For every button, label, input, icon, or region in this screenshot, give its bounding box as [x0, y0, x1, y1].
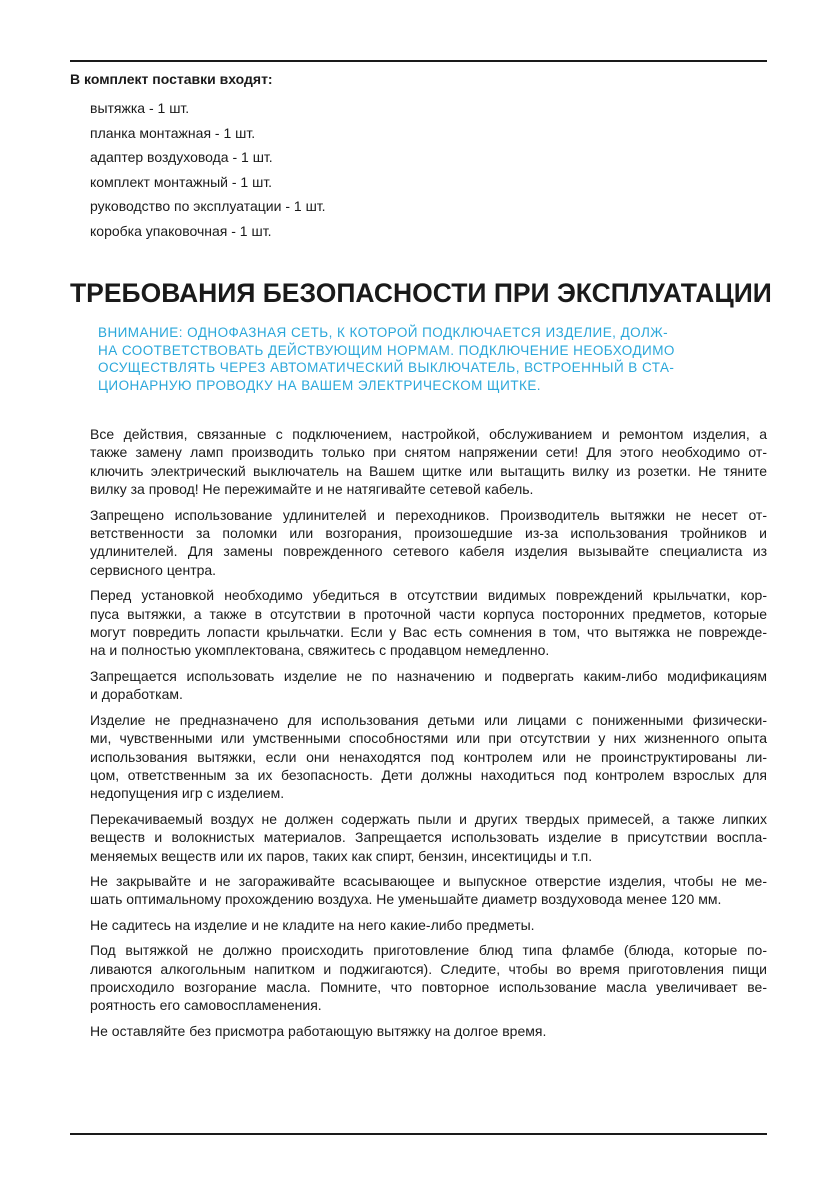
paragraph-line: Не садитесь на изделие и не кладите на него какие-либо предметы. [90, 916, 535, 933]
paragraph-line: использования вытяжки, если они ненаходятся под контролем или не проинструктированы ли- [90, 748, 767, 765]
warning-line: НА СООТВЕТСТВОВАТЬ ДЕЙСТВУЮЩИМ НОРМАМ. ПОДКЛЮЧЕНИЕ НЕОБХОДИМО [98, 342, 675, 358]
paragraph-line: Изделие не предназначено для использования детьми или лицами с пониженными физически- [90, 711, 767, 728]
safety-paragraph [90, 506, 767, 580]
paragraph-line: Запрещено использование удлинителей и переходников. Производитель вытяжки не несет от- [90, 506, 767, 523]
paragraph-line: Все действия, связанные с подключением, настройкой, обслуживанием и ремонтом изделия, а [90, 426, 767, 442]
paragraph-line: ми, чувственными или умственными способностями или при отсутствии у них жизненного опыта [90, 730, 767, 747]
paragraph-line: Не закрывайте и не загораживайте всасывающее и выпускное отверстие изделия, чтобы не ме- [90, 872, 767, 889]
paragraph-line: пуса вытяжки, а также в отсутствии в проточной части корпуса посторонних предметов, которые [90, 605, 767, 622]
paragraph-line: шать оптимальному прохождению воздуха. Не уменьшайте диаметр воздуховода менее 120 мм. [90, 891, 722, 908]
kit-item: руководство по эксплуатации - 1 шт. [90, 198, 326, 214]
safety-paragraph [90, 916, 767, 934]
warning-line: ОСУЩЕСТВЛЯТЬ ЧЕРЕЗ АВТОМАТИЧЕСКИЙ ВЫКЛЮЧАТЕЛЬ, ВСТРОЕННЫЙ В СТА- [98, 360, 675, 375]
paragraph-line: Под вытяжкой не должно происходить приготовление блюд типа фламбе (блюда, которые по- [90, 942, 767, 959]
paragraph-line: Перед установкой необходимо убедиться в отсутствии видимых повреждений крыльчатки, кор- [90, 587, 767, 604]
kit-item: коробка упаковочная - 1 шт. [90, 222, 272, 239]
paragraph-line: меняемых веществ или их паров, таких как спирт, бензин, инсектициды и т.п. [90, 847, 593, 864]
kit-heading: В комплект поставки входят: [70, 71, 273, 87]
paragraph-line: Запрещается использовать изделие не по назначению и подвергать каким-либо модификациям [90, 667, 767, 684]
paragraph-line: ключить электрический выключатель на Вашем щитке или вытащить вилку из розетки. Не тяните [90, 462, 767, 479]
paragraph-line: роятность его самовоспламенения. [90, 997, 322, 1014]
paragraph-line: происходило возгорание масла. Помните, что повторное использование масла увеличивает ве- [90, 978, 767, 995]
kit-item: адаптер воздуховода - 1 шт. [90, 149, 273, 165]
safety-paragraph [90, 667, 767, 704]
paragraph-line: ветственности за поломки или возгорания, произошедшие из-за использования тройников и [90, 525, 767, 542]
bottom-rule [70, 1133, 767, 1135]
paragraph-line: недопущения игр с изделием. [90, 785, 285, 802]
paragraph-line: Перекачиваемый воздух не должен содержать пыли и других твердых примесей, а также липких [90, 810, 767, 827]
paragraph-line: могут повредить лопасти крыльчатки. Если у Вас есть сомнения в том, что вытяжка не поврежде- [90, 624, 767, 641]
safety-paragraph [90, 810, 767, 865]
paragraph-line: веществ и волокнистых материалов. Запрещается использовать изделие в присутствии воспла- [90, 829, 767, 846]
paragraph-line: ливаются алкогольным напитком и поджигаются). Следите, чтобы во время приготовления пищи [90, 960, 767, 977]
safety-paragraph [90, 1022, 767, 1040]
kit-item: планка монтажная - 1 шт. [90, 124, 256, 141]
safety-text [90, 425, 767, 1047]
paragraph-line: вилку за провод! Не пережимайте и не натягивайте сетевой кабель. [90, 481, 534, 498]
safety-paragraph [90, 872, 767, 909]
paragraph-line: на и полностью укомплектована, свяжитесь с продавцом немедленно. [90, 642, 550, 659]
paragraph-line: Не оставляйте без присмотра работающую вытяжку на долгое время. [90, 1022, 547, 1039]
safety-paragraph [90, 425, 767, 499]
kit-item: комплект монтажный - 1 шт. [90, 173, 273, 190]
top-rule [70, 60, 767, 62]
warning-notice [98, 324, 758, 394]
safety-paragraph [90, 941, 767, 1015]
paragraph-line: сервисного центра. [90, 561, 217, 578]
paragraph-line: и доработкам. [90, 686, 183, 703]
safety-paragraph [90, 711, 767, 803]
section-title: ТРЕБОВАНИЯ БЕЗОПАСНОСТИ ПРИ ЭКСПЛУАТАЦИИ [70, 278, 772, 308]
warning-line: ЦИОНАРНУЮ ПРОВОДКУ НА ВАШЕМ ЭЛЕКТРИЧЕСКОМ ЩИТКЕ. [98, 377, 541, 393]
safety-paragraph [90, 586, 767, 660]
paragraph-line: цом, ответственным за их безопасность. Дети должны находиться под контролем взрослых для [90, 766, 767, 783]
paragraph-line: удлинителей. Для замены поврежденного сетевого кабеля изделия вызывайте специалиста из [90, 543, 767, 560]
kit-item: вытяжка - 1 шт. [90, 100, 190, 116]
warning-line: ВНИМАНИЕ: ОДНОФАЗНАЯ СЕТЬ, К КОТОРОЙ ПОДКЛЮЧАЕТСЯ ИЗДЕЛИЕ, ДОЛЖ- [98, 325, 669, 340]
kit-list [90, 96, 326, 243]
paragraph-line: также замену ламп производить только при снятом напряжении сети! Для этого необходимо от- [90, 444, 767, 461]
